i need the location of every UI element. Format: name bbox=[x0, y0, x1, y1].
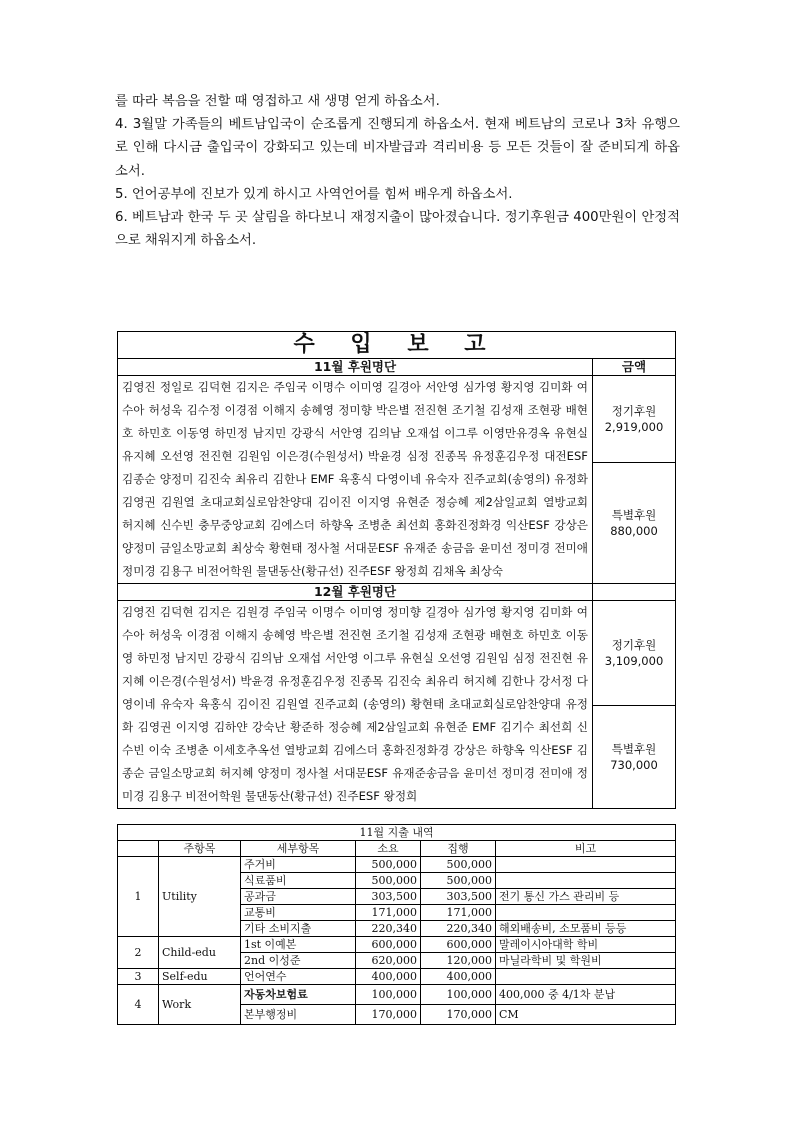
income-report-table bbox=[117, 331, 676, 809]
spent-amount: 120,000 bbox=[421, 953, 496, 969]
sub-item: 주거비 bbox=[241, 857, 356, 873]
nov-special-amount-cell bbox=[593, 462, 676, 583]
spent-amount: 400,000 bbox=[421, 969, 496, 985]
group-main: Utility bbox=[159, 857, 241, 937]
dec-regular-names: 김영진 김덕현 김지은 김원경 주임국 이명수 이미영 정미향 길경아 심가영 황지영 김미화 여수아 허성욱 이경점 이해지 송혜영 박은별 전진현 조기철 김성재 조현광 배현호 하민호 이동영 하민정 남지민 강광식 김의남 오재섭 서안영 이그루 유현실 오선영 김원임 심정 전진현 유지혜 이은경(수원성서) 박윤경 유정훈김우정 진종목 김진숙 최유리 허지혜 김한나 강서정 다영이네 유숙자 육홍식 김이진 김원열 진주교회 bbox=[122, 605, 588, 711]
note: 해외배송비, 소모품비 등등 bbox=[496, 921, 676, 937]
nov-sponsor-names bbox=[118, 376, 593, 584]
need-amount: 100,000 bbox=[356, 985, 421, 1005]
dec-special-label: 특별후원 bbox=[611, 742, 657, 757]
sub-item: 본부행정비 bbox=[241, 1005, 356, 1025]
table-row bbox=[118, 985, 676, 1005]
table-row bbox=[118, 857, 676, 873]
need-amount: 170,000 bbox=[356, 1005, 421, 1025]
dec-sponsor-names bbox=[118, 601, 593, 809]
nov-regular-label: 정기후원 bbox=[611, 403, 657, 418]
group-number: 3 bbox=[118, 969, 159, 985]
dec-regular-amount: 3,109,000 bbox=[604, 654, 664, 669]
nov-sponsor-header: 11월 후원명단 bbox=[118, 359, 593, 376]
sub-item: 식료품비 bbox=[241, 873, 356, 889]
need-amount: 500,000 bbox=[356, 873, 421, 889]
spent-amount: 500,000 bbox=[421, 857, 496, 873]
group-number: 1 bbox=[118, 857, 159, 937]
nov-special-amount: 880,000 bbox=[610, 523, 658, 538]
col-header: 비고 bbox=[496, 841, 676, 857]
sub-item: 기타 소비지출 bbox=[241, 921, 356, 937]
prayer-item: 를 따라 복음을 전할 때 영접하고 새 생명 얻게 하옵소서. bbox=[115, 94, 440, 109]
need-amount: 500,000 bbox=[356, 857, 421, 873]
spent-amount: 100,000 bbox=[421, 985, 496, 1005]
header-blank bbox=[118, 841, 159, 857]
amount-spacer bbox=[593, 584, 676, 601]
note bbox=[496, 857, 676, 873]
dec-regular-label: 정기후원 bbox=[611, 638, 657, 653]
need-amount: 303,500 bbox=[356, 889, 421, 905]
need-amount: 620,000 bbox=[356, 953, 421, 969]
group-number: 4 bbox=[118, 985, 159, 1025]
spent-amount: 600,000 bbox=[421, 937, 496, 953]
sub-item: 공과금 bbox=[241, 889, 356, 905]
sub-item: 2nd 이성준 bbox=[241, 953, 356, 969]
prayer-item: 4. 3월말 가족들의 베트남입국이 순조롭게 진행되게 하옵소서. 현재 베트남의 코로나 3차 유행으로 인해 다시금 출입국이 강화되고 있는데 비자발급과 격리비용 등 모든 것들이 잘 준비되게 하옵소서. bbox=[115, 117, 680, 179]
col-header: 집행 bbox=[421, 841, 496, 857]
prayer-item: 6. 베트남과 한국 두 곳 살림을 하다보니 재정지출이 많아졌습니다. 정기후원금 400만원이 안정적으로 채워지게 하옵소서. bbox=[115, 210, 680, 249]
need-amount: 171,000 bbox=[356, 905, 421, 921]
group-main: Self-edu bbox=[159, 969, 241, 985]
sub-item: 교통비 bbox=[241, 905, 356, 921]
nov-special-names: 심정 진종목 유정훈김우정 대전ESF 김종순 양정미 김진숙 최유리 김한나 EMF 육홍식 다영이네 유숙자 진주교회(송영의) 유정화 김영권 김원열 초대교회실로암찬양대 김이진 이지영 유현준 정승혜 제2삼일교회 열방교회 허지혜 신수빈 충무중앙교회 김에스더 하향옥 조병춘 최선희 홍화진정화경 익산ESF 강상은 양정미 금일소망교회 최상숙 황현태 정사철 서대문ESF 유재준 송금음 윤미선 정미경 전미애 정미경 김용구 비전어학원 물댄동산(황규선) 진주ESF 왕정희 김채옥 최상숙 bbox=[122, 449, 588, 578]
nov-regular-amount-cell bbox=[593, 376, 676, 463]
nov-special-label: 특별후원 bbox=[611, 507, 657, 522]
dec-special-amount: 730,000 bbox=[610, 758, 658, 773]
amount-header: 금액 bbox=[593, 359, 676, 376]
need-amount: 220,340 bbox=[356, 921, 421, 937]
note bbox=[496, 969, 676, 985]
nov-regular-amount: 2,919,000 bbox=[604, 419, 664, 434]
group-number: 2 bbox=[118, 937, 159, 969]
note: 마닐라학비 및 학원비 bbox=[496, 953, 676, 969]
spent-amount: 303,500 bbox=[421, 889, 496, 905]
table-row bbox=[118, 937, 676, 953]
prayer-item: 5. 언어공부에 진보가 있게 하시고 사역언어를 힘써 배우게 하옵소서. bbox=[115, 186, 513, 202]
dec-special-amount-cell bbox=[593, 706, 676, 809]
need-amount: 400,000 bbox=[356, 969, 421, 985]
spent-amount: 220,340 bbox=[421, 921, 496, 937]
income-report-title: 수 입 보 고 bbox=[118, 332, 676, 359]
dec-special-names: (송영의) 황현태 초대교회실로암찬양대 유정화 김영권 이지영 김하얀 강숙난 황준하 정승혜 제2삼일교회 유현준 EMF 김기수 최선희 신수빈 이숙 조병춘 이세호추옥선 열방교회 김에스더 홍화진정화경 강상은 하향옥 익산ESF 김종순 금일소망교회 허지혜 양정미 정사철 서대문ESF 유재준송금음 윤미선 정미경 전미애 정미경 김용구 비전어학원 물댄동산(황규선) 진주ESF 왕정희 bbox=[122, 697, 588, 803]
note bbox=[496, 873, 676, 889]
sub-item: 1st 이예본 bbox=[241, 937, 356, 953]
col-header: 주항목 bbox=[159, 841, 241, 857]
sub-item: 언어연수 bbox=[241, 969, 356, 985]
sub-item: 자동차보험료 bbox=[241, 985, 356, 1005]
spent-amount: 170,000 bbox=[421, 1005, 496, 1025]
note bbox=[496, 905, 676, 921]
need-amount: 600,000 bbox=[356, 937, 421, 953]
col-header: 소요 bbox=[356, 841, 421, 857]
spent-amount: 500,000 bbox=[421, 873, 496, 889]
prayer-list bbox=[115, 90, 680, 252]
note: 400,000 중 4/1차 분납 bbox=[496, 985, 676, 1005]
col-header: 세부항목 bbox=[241, 841, 356, 857]
expense-table-title: 11월 지출 내역 bbox=[118, 825, 676, 841]
dec-sponsor-header: 12월 후원명단 bbox=[118, 584, 593, 601]
group-main: Work bbox=[159, 985, 241, 1025]
note: CM bbox=[496, 1005, 676, 1025]
dec-regular-amount-cell bbox=[593, 601, 676, 706]
note: 전기 통신 가스 관리비 등 bbox=[496, 889, 676, 905]
nov-regular-names: 김영진 정일로 김덕현 김지은 주임국 이명수 이미영 길경아 서안영 심가영 황지영 김미화 여수아 허성욱 김수정 이경점 이해지 송혜영 정미향 박은별 전진현 조기철 김성재 조현광 배현호 하민호 이동영 하민정 남지민 강광식 서안영 김의남 오재섭 이그루 이영만유경옥 유현실 유지혜 오선영 전진현 김원임 이은경(수원성서) 박윤경 bbox=[122, 380, 588, 463]
group-main: Child-edu bbox=[159, 937, 241, 969]
note: 말레이시아대학 학비 bbox=[496, 937, 676, 953]
expense-table bbox=[117, 824, 676, 1025]
spent-amount: 171,000 bbox=[421, 905, 496, 921]
table-row bbox=[118, 969, 676, 985]
